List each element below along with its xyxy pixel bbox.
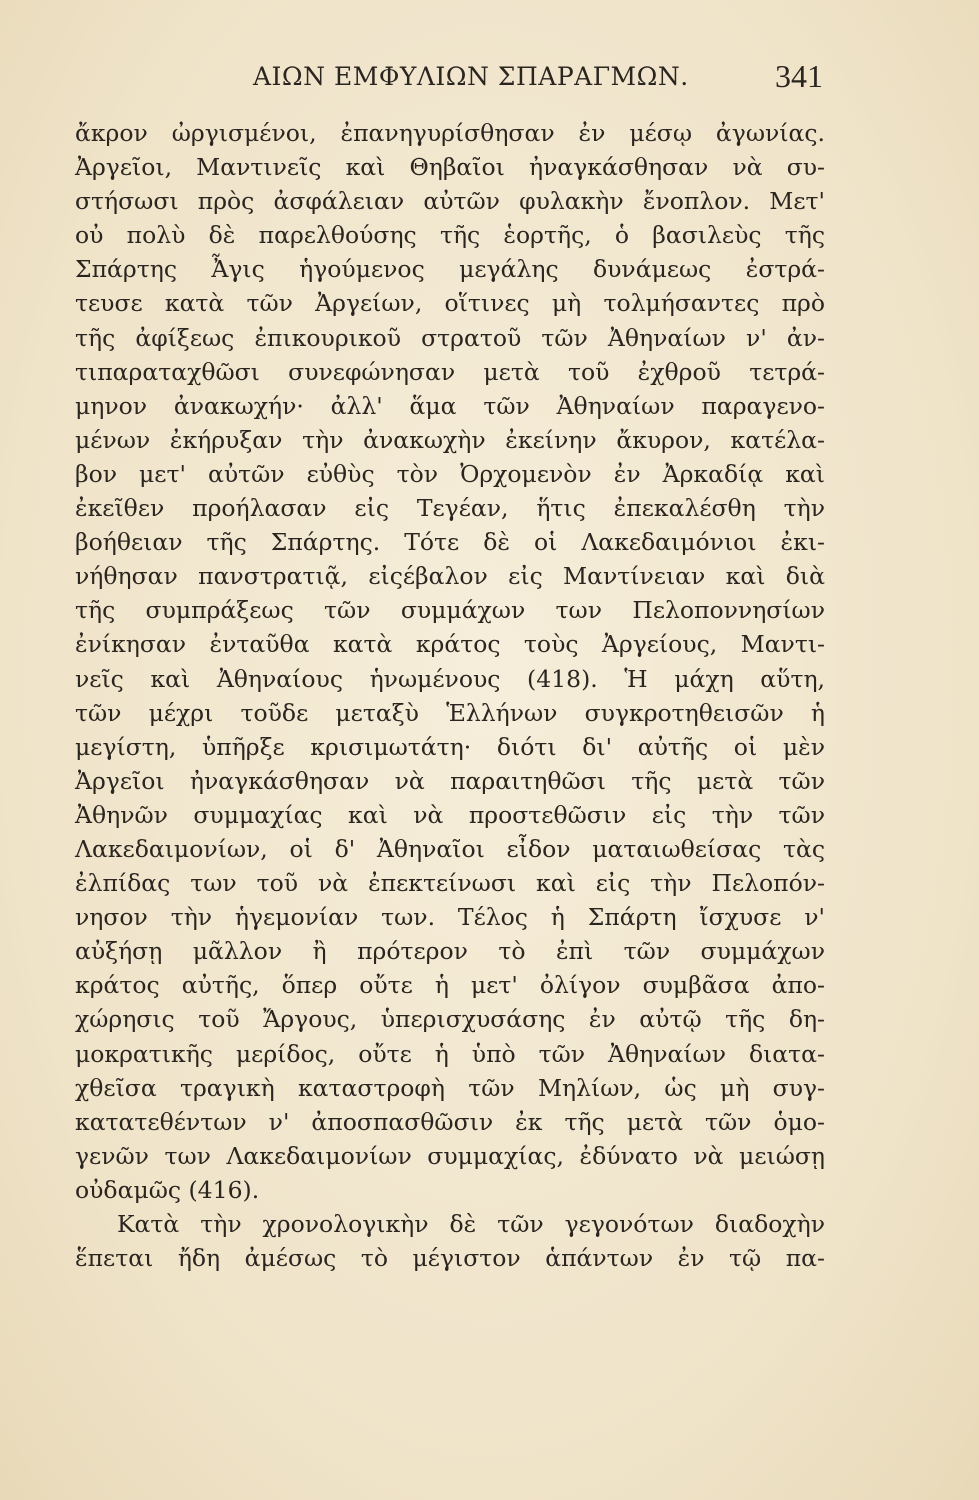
text-line: μεγίστη, ὑπῆρξε κρισιμωτάτη· διότι δι' αὐτῆς οἱ μὲν — [75, 732, 825, 761]
text-line: μένων ἐκήρυξαν τὴν ἀνακωχὴν ἐκείνην ἄκυρον, κατέλα- — [75, 425, 825, 454]
text-line: νήθησαν πανστρατιᾷ, εἰςέβαλον εἰς Μαντίνειαν καὶ διὰ — [75, 562, 825, 591]
text-line: βοήθειαν τῆς Σπάρτης. Τότε δὲ οἱ Λακεδαιμόνιοι ἐκι- — [75, 528, 825, 557]
text-line: κατατεθέντων ν' ἀποσπασθῶσιν ἐκ τῆς μετὰ τῶν ὁμο- — [75, 1107, 825, 1136]
text-line: τῶν μέχρι τοῦδε μεταξὺ Ἑλλήνων συγκροτηθεισῶν ἡ — [75, 698, 825, 727]
paragraph-start-line: Κατὰ τὴν χρονολογικὴν δὲ τῶν γεγονότων διαδοχὴν — [117, 1210, 825, 1238]
text-line: Λακεδαιμονίων, οἱ δ' Ἀθηναῖοι εἶδον ματαιωθείσας τὰς — [75, 834, 825, 863]
text-line: στήσωσι πρὸς ἀσφάλειαν αὐτῶν φυλακὴν ἔνοπλον. Μετ' — [75, 187, 825, 216]
text-line: μηνον ἀνακωχήν· ἀλλ' ἅμα τῶν Ἀθηναίων παραγενο- — [75, 391, 825, 420]
text-line: Ἀργεῖοι, Μαντινεῖς καὶ Θηβαῖοι ἠναγκάσθησαν νὰ συ- — [75, 153, 825, 182]
text-line: βον μετ' αὐτῶν εὐθὺς τὸν Ὀρχομενὸν ἐν Ἀρκαδίᾳ καὶ — [75, 459, 825, 488]
text-line: ἕπεται ἤδη ἀμέσως τὸ μέγιστον ἁπάντων ἐν τῷ πα- — [75, 1244, 825, 1273]
body-text — [75, 116, 825, 1275]
text-line: χώρησις τοῦ Ἄργους, ὑπερισχυσάσης ἐν αὐτῷ τῆς δη- — [75, 1005, 825, 1034]
text-line: Σπάρτης Ἆγις ἡγούμενος μεγάλης δυνάμεως ἐστρά- — [75, 255, 825, 284]
text-line: ἄκρον ὠργισμένοι, ἐπανηγυρίσθησαν ἐν μέσῳ ἀγωνίας. — [75, 119, 825, 147]
page-header — [75, 58, 823, 98]
text-line: τιπαραταχθῶσι συνεφώνησαν μετὰ τοῦ ἐχθροῦ τετρά- — [75, 357, 825, 386]
text-line: γενῶν των Λακεδαιμονίων συμμαχίας, ἐδύνατο νὰ μειώσῃ — [75, 1141, 825, 1170]
text-line: ἐλπίδας των τοῦ νὰ ἐπεκτείνωσι καὶ εἰς τὴν Πελοπόν- — [75, 869, 825, 898]
text-line: κράτος αὐτῆς, ὅπερ οὔτε ἡ μετ' ὀλίγον συμβᾶσα ἀπο- — [75, 971, 825, 1000]
paragraph-end-line: οὐδαμῶς (416). — [75, 1175, 260, 1204]
text-line: Ἀθηνῶν συμμαχίας καὶ νὰ προστεθῶσιν εἰς τὴν τῶν — [75, 800, 825, 829]
page-number: 341 — [775, 58, 823, 94]
text-line: ἐνίκησαν ἐνταῦθα κατὰ κράτος τοὺς Ἀργείους, Μαντι- — [75, 630, 825, 659]
text-line: νεῖς καὶ Ἀθηναίους ἡνωμένους (418). Ἡ μάχη αὕτη, — [75, 664, 825, 693]
text-line: τευσε κατὰ τῶν Ἀργείων, οἵτινες μὴ τολμήσαντες πρὸ — [75, 289, 825, 318]
text-line: αὐξήσῃ μᾶλλον ἢ πρότερον τὸ ἐπὶ τῶν συμμάχων — [75, 937, 825, 966]
text-line: οὐ πολὺ δὲ παρελθούσης τῆς ἑορτῆς, ὁ βασιλεὺς τῆς — [75, 221, 825, 250]
text-line: τῆς συμπράξεως τῶν συμμάχων των Πελοποννησίων — [75, 596, 825, 625]
text-line: τῆς ἀφίξεως ἐπικουρικοῦ στρατοῦ τῶν Ἀθηναίων ν' ἀν- — [75, 323, 825, 352]
text-line: μοκρατικῆς μερίδος, οὔτε ἡ ὑπὸ τῶν Ἀθηναίων διατα- — [75, 1039, 825, 1068]
text-line: ἐκεῖθεν προήλασαν εἰς Τεγέαν, ἥτις ἐπεκαλέσθη τὴν — [75, 494, 825, 523]
running-head: ΑΙΩΝ ΕΜΦΥΛΙΩΝ ΣΠΑΡΑΓΜΩΝ. — [253, 62, 689, 91]
text-line: νησον τὴν ἡγεμονίαν των. Τέλος ἡ Σπάρτη ἴσχυσε ν' — [75, 903, 825, 932]
text-line: Ἀργεῖοι ἠναγκάσθησαν νὰ παραιτηθῶσι τῆς μετὰ τῶν — [75, 766, 825, 795]
text-line: χθεῖσα τραγικὴ καταστροφὴ τῶν Μηλίων, ὡς μὴ συγ- — [75, 1073, 825, 1102]
